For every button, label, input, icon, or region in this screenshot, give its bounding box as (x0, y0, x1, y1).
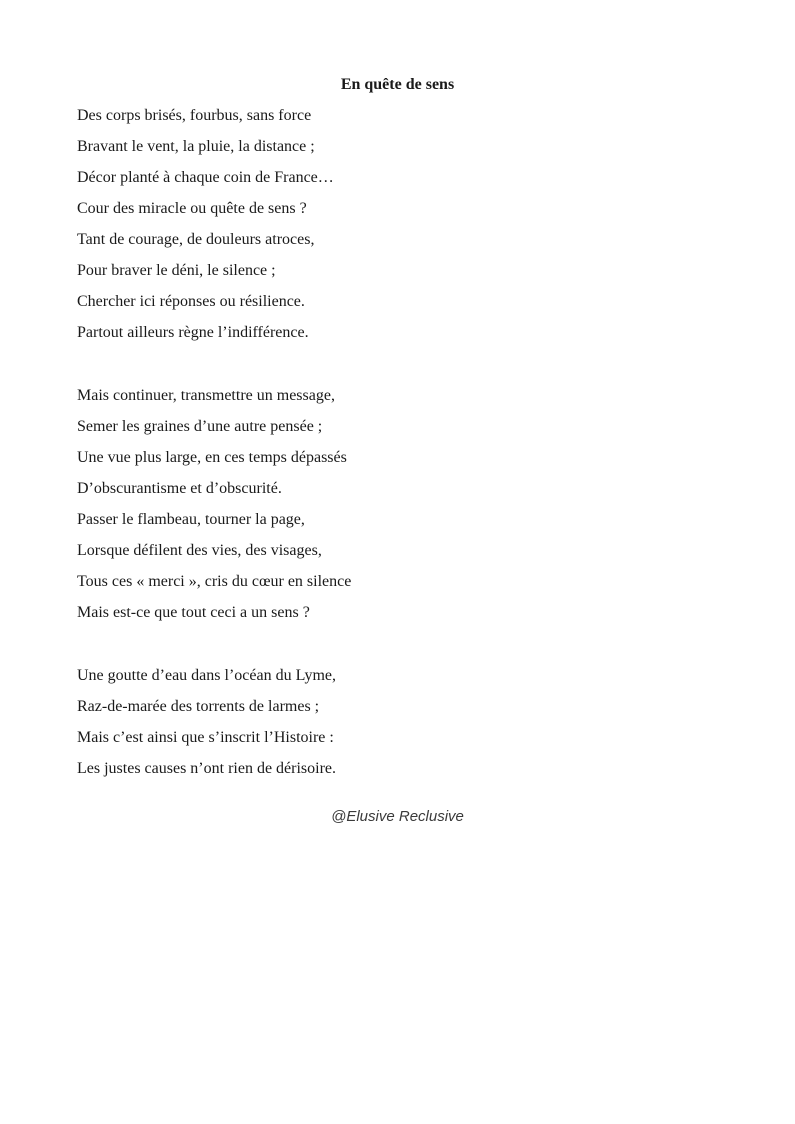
poem-line: Lorsque défilent des vies, des visages, (77, 542, 322, 559)
poem-line: Mais est-ce que tout ceci a un sens ? (77, 604, 310, 621)
poem-line: Cour des miracle ou quête de sens ? (77, 200, 307, 217)
poem-line: Une vue plus large, en ces temps dépassés (77, 449, 347, 466)
poem-line: Des corps brisés, fourbus, sans force (77, 107, 312, 124)
poem-line: Semer les graines d’une autre pensée ; (77, 418, 323, 435)
poem-line: Raz-de-marée des torrents de larmes ; (77, 698, 320, 715)
poem-line: Une goutte d’eau dans l’océan du Lyme, (77, 667, 337, 684)
poem-line: D’obscurantisme et d’obscurité. (77, 480, 282, 497)
poem-line: Tous ces « merci », cris du cœur en silence (77, 573, 352, 590)
poem-line: Passer le flambeau, tourner la page, (77, 511, 305, 528)
poem-line: Partout ailleurs règne l’indifférence. (77, 324, 309, 341)
poem-line: Mais c’est ainsi que s’inscrit l’Histoire : (77, 729, 334, 746)
stanza-2 (77, 385, 351, 633)
stanza-1 (77, 105, 334, 353)
poem-line: Chercher ici réponses ou résilience. (77, 293, 305, 310)
poem-line: Mais continuer, transmettre un message, (77, 387, 335, 404)
poem-line: Les justes causes n’ont rien de dérisoire. (77, 760, 337, 777)
author-signature: @Elusive Reclusive (331, 808, 464, 825)
poem-line: Tant de courage, de douleurs atroces, (77, 231, 315, 248)
poem-line: Bravant le vent, la pluie, la distance ; (77, 138, 315, 155)
stanza-3 (77, 665, 336, 789)
poem-title: En quête de sens (340, 76, 455, 93)
poem-line: Pour braver le déni, le silence ; (77, 262, 276, 279)
poem-line: Décor planté à chaque coin de France… (77, 169, 334, 186)
